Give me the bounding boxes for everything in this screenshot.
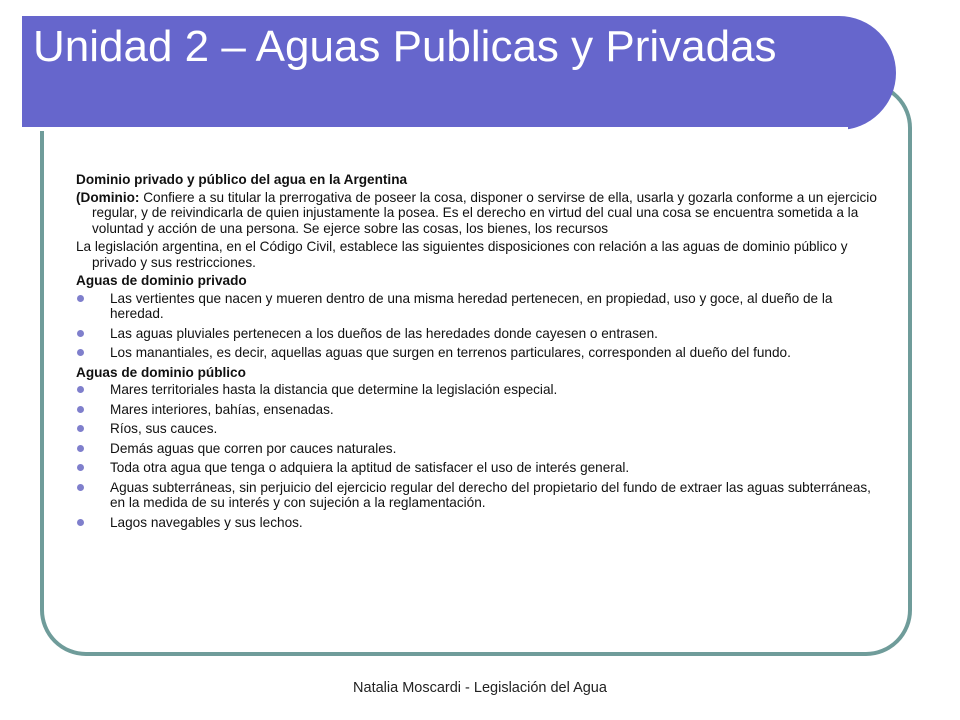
list-item-text: Los manantiales, es decir, aquellas aguas que surgen en terrenos particulares, corresponden al dueño del fundo.	[110, 345, 791, 360]
list-item	[76, 291, 888, 322]
list-item-text: Las aguas pluviales pertenecen a los dueños de las heredades donde cayesen o entrasen.	[110, 325, 658, 341]
public-list	[76, 382, 888, 530]
list-item	[76, 382, 888, 398]
list-item	[76, 326, 888, 342]
private-list	[76, 291, 888, 361]
bullet-icon	[77, 484, 84, 491]
bullet-icon	[77, 295, 84, 302]
bullet-icon	[77, 406, 84, 413]
list-item	[76, 480, 888, 511]
list-item-text: Las vertientes que nacen y mueren dentro de una misma heredad pertenecen, en propiedad, uso y goce, al dueño de la heredad.	[110, 290, 833, 321]
list-item-text: Demás aguas que corren por cauces naturales.	[110, 440, 397, 456]
list-item-text: Toda otra agua que tenga o adquiera la aptitud de satisfacer el uso de interés general.	[110, 460, 630, 475]
bullet-icon	[77, 349, 84, 356]
definition-text: Confiere a su titular la prerrogativa de poseer la cosa, disponer o servirse de ella, usarla y gozarla conforme a un ejercicio regular, y de reivindicarla de quien injustamente la posea. Es el derecho en virtud del cual una cosa se encuentra sometida a la voluntad y acción de una persona. Se ejerce sobre las cosas, los bienes, los recursos	[92, 189, 877, 236]
list-item	[76, 441, 888, 457]
list-item-text: Mares territoriales hasta la distancia que determine la legislación especial.	[110, 382, 558, 397]
list-item	[76, 460, 888, 476]
list-item	[76, 515, 888, 531]
definition-paragraph	[76, 190, 888, 237]
list-item	[76, 421, 888, 437]
list-item-text: Mares interiores, bahías, ensenadas.	[110, 401, 334, 417]
bullet-icon	[77, 425, 84, 432]
public-heading: Aguas de dominio público	[76, 364, 246, 380]
bullet-icon	[77, 386, 84, 393]
bullet-icon	[77, 445, 84, 452]
slide-content	[76, 172, 888, 534]
list-item-text: Aguas subterráneas, sin perjuicio del ejercicio regular del derecho del propietario del fundo de extraer las aguas subterráneas, en la medida de su interés y con sujeción a la reglamentación.	[110, 479, 871, 510]
bullet-icon	[77, 519, 84, 526]
list-item	[76, 402, 888, 418]
section-heading: Dominio privado y público del agua en la Argentina	[76, 172, 408, 187]
bullet-icon	[77, 464, 84, 471]
intro-paragraph: La legislación argentina, en el Código Civil, establece las siguientes disposiciones con relación a las aguas de dominio público y privado y sus restricciones.	[76, 239, 848, 270]
private-heading: Aguas de dominio privado	[76, 273, 247, 288]
definition-lead: (Dominio:	[76, 189, 144, 205]
list-item-text: Ríos, sus cauces.	[110, 421, 218, 436]
bullet-icon	[77, 330, 84, 337]
slide-footer: Natalia Moscardi - Legislación del Agua	[353, 680, 607, 696]
title-underline	[22, 127, 848, 131]
slide-title: Unidad 2 – Aguas Publicas y Privadas	[33, 22, 777, 71]
list-item-text: Lagos navegables y sus lechos.	[110, 514, 303, 530]
list-item	[76, 345, 888, 361]
